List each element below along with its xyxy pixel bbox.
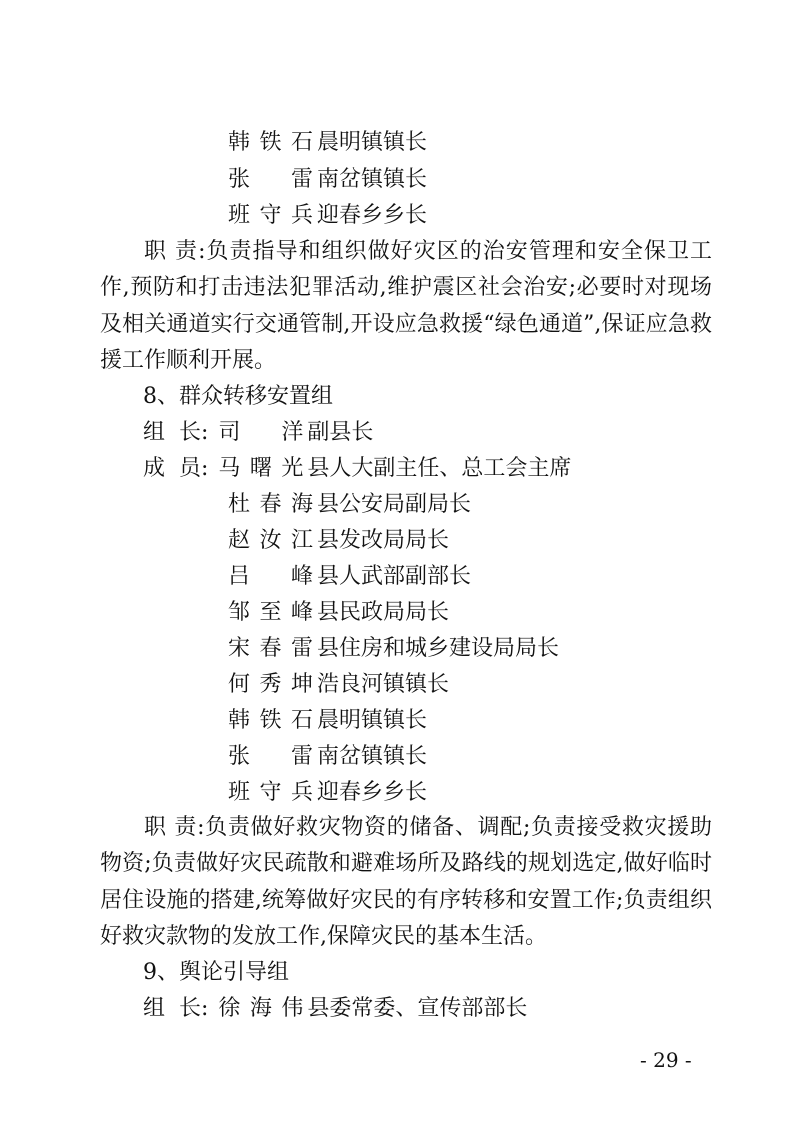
colon: : — [201, 420, 209, 445]
member-name: 韩铁石 — [228, 708, 313, 733]
duty-paragraph: 职 责:负责指导和组织做好灾区的治安管理和安全保卫工作,预防和打击违法犯罪活动,维护震区社会治安;必要时对现场及相关通道实行交通管制,开设应急救援“绿色通道”,保证应急救援工作顺利开展。 — [100, 239, 712, 373]
member-name: 班守兵 — [228, 203, 313, 228]
member-row — [228, 130, 427, 156]
member-row — [228, 636, 559, 662]
colon: : — [201, 996, 209, 1021]
member-role: 晨明镇镇长 — [317, 708, 428, 733]
member-role: 县公安局副局长 — [317, 492, 472, 517]
member-row — [228, 528, 449, 554]
member-row — [228, 672, 449, 698]
member-name: 马曙光 — [218, 456, 304, 481]
member-role: 县人大副主任、总工会主席 — [307, 456, 572, 481]
member-role: 晨明镇镇长 — [317, 130, 428, 155]
member-name: 何秀坤 — [228, 672, 313, 697]
leader-role: 县委常委、宣传部部长 — [307, 996, 528, 1021]
member-row — [228, 492, 471, 518]
members-label: 成员 — [143, 456, 201, 481]
leader-label: 组长 — [143, 420, 201, 445]
member-name: 赵汝江 — [228, 528, 313, 553]
member-row — [228, 780, 427, 806]
section-heading: 8、群众转移安置组 — [143, 384, 333, 409]
leader-role: 副县长 — [307, 420, 374, 445]
page-number: - 29 - — [640, 1048, 692, 1072]
member-row — [228, 564, 471, 590]
member-role: 县民政局局长 — [317, 600, 450, 625]
member-name: 杜春海 — [228, 492, 313, 517]
member-name: 吕峰 — [228, 564, 313, 589]
member-role: 县人武部副部长 — [317, 564, 472, 589]
member-role: 迎春乡乡长 — [317, 203, 428, 228]
members-first-row — [143, 456, 571, 482]
member-name: 张雷 — [228, 167, 313, 192]
leader-row — [143, 420, 373, 446]
member-role: 浩良河镇镇长 — [317, 672, 450, 697]
member-name: 张雷 — [228, 744, 313, 769]
member-row — [228, 708, 427, 734]
member-name: 邹至峰 — [228, 600, 313, 625]
member-name: 韩铁石 — [228, 130, 313, 155]
member-role: 迎春乡乡长 — [317, 780, 428, 805]
member-name: 班守兵 — [228, 780, 313, 805]
member-row — [228, 744, 427, 770]
member-row — [228, 203, 427, 229]
duty-paragraph: 职 责:负责做好救灾物资的储备、调配;负责接受救灾援助物资;负责做好灾民疏散和避难场所及路线的规划选定,做好临时居住设施的搭建,统筹做好灾民的有序转移和安置工作;负责组织好救灾款物的发放工作,保障灾民的基本生活。 — [100, 815, 712, 949]
leader-label: 组长 — [143, 996, 201, 1021]
section-heading: 9、舆论引导组 — [143, 960, 289, 985]
member-role: 县发改局局长 — [317, 528, 450, 553]
leader-name: 徐海伟 — [218, 996, 304, 1021]
colon: : — [201, 456, 209, 481]
member-row — [228, 600, 449, 626]
member-role: 南岔镇镇长 — [317, 744, 428, 769]
member-role: 南岔镇镇长 — [317, 167, 428, 192]
member-name: 宋春雷 — [228, 636, 313, 661]
member-role: 县住房和城乡建设局局长 — [317, 636, 560, 661]
member-row — [228, 167, 427, 193]
leader-name: 司洋 — [218, 420, 304, 445]
leader-row — [143, 996, 527, 1022]
